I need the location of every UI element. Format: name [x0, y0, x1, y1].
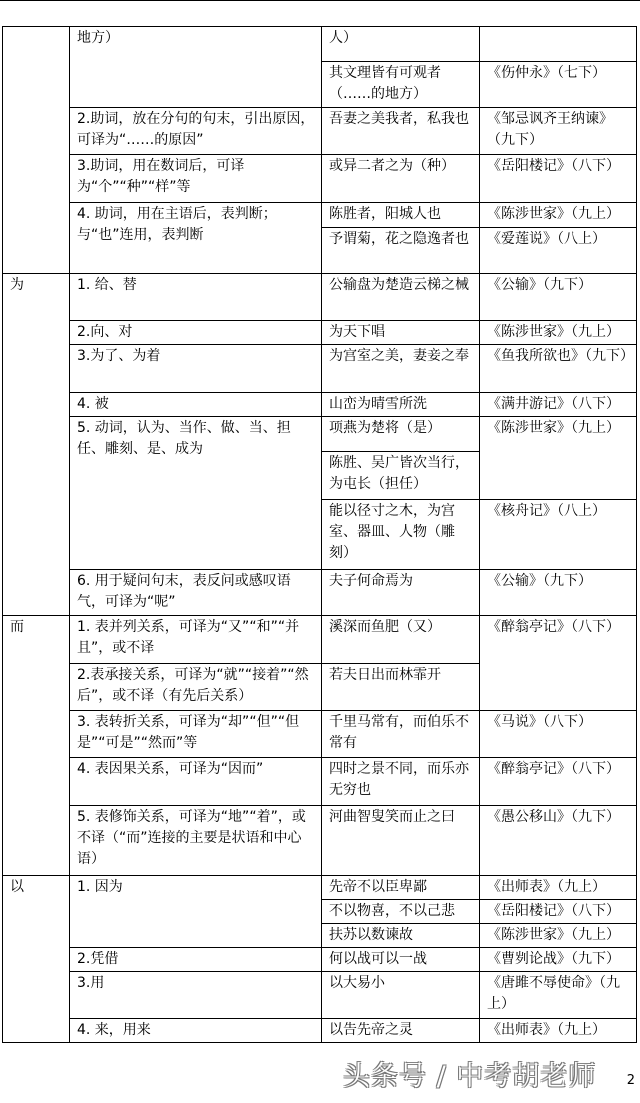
keyword-cell: 为 [3, 274, 70, 616]
meaning-cell: 6. 用于疑问句末，表反问或感叹语气，可译为“呢” [70, 570, 322, 616]
table-row [3, 711, 637, 758]
keyword-cell: 以 [3, 876, 70, 1043]
table-row [3, 972, 637, 1019]
meaning-cell: 2.表承接关系，可译为“就”“接着”“然后”，或不译（有先后关系） [70, 664, 322, 711]
example-cell: 陈胜、吴广皆次当行，为屯长（担任） [322, 452, 480, 500]
meaning-cell: 2.向、对 [70, 321, 322, 345]
table-row [3, 806, 637, 876]
meaning-cell: 2.助词，放在分句的句末，引出原因，可译为“……的原因” [70, 108, 322, 155]
source-cell: 《唐雎不辱使命》（九上） [480, 972, 637, 1019]
table-row [3, 155, 637, 203]
table-row [3, 345, 637, 393]
example-cell: 或异二者之为（种） [322, 155, 480, 203]
meaning-cell: 4. 助词，用在主语后，表判断；与“也”连用，表判断 [70, 203, 322, 274]
table-row [3, 321, 637, 345]
page-number: 2 [626, 1073, 635, 1088]
meaning-cell: 3.用 [70, 972, 322, 1019]
source-cell: 《岳阳楼记》（八下） [480, 900, 637, 924]
watermark-text: 头条号 / 中考胡老师 [343, 1061, 597, 1092]
source-cell: 《醉翁亭记》（八下） [480, 616, 637, 711]
source-cell: 《伤仲永》（七下） [480, 62, 637, 108]
example-cell: 山峦为晴雪所洗 [322, 393, 480, 417]
example-cell: 吾妻之美我者，私我也 [322, 108, 480, 155]
example-cell: 不以物喜，不以己悲 [322, 900, 480, 924]
source-cell: 《醉翁亭记》（八下） [480, 758, 637, 806]
source-cell: 《曹刿论战》（九下） [480, 948, 637, 972]
table-row [3, 417, 637, 452]
source-cell: 《愚公移山》（九下） [480, 806, 637, 876]
meaning-cell: 4. 被 [70, 393, 322, 417]
example-cell: 千里马常有，而伯乐不常有 [322, 711, 480, 758]
source-cell: 《陈涉世家》（九上） [480, 924, 637, 948]
source-cell: 《陈涉世家》（九上） [480, 321, 637, 345]
meaning-cell: 地方） [70, 27, 322, 108]
table-row [3, 616, 637, 664]
source-cell: 《出师表》（九上） [480, 1019, 637, 1043]
example-cell: 何以战可以一战 [322, 948, 480, 972]
example-cell: 为宫室之美，妻妾之奉 [322, 345, 480, 393]
table-row [3, 27, 637, 62]
example-cell: 若夫日出而林霏开 [322, 664, 480, 711]
meaning-cell: 3.助词，用在数词后，可译为“个”“种”“样”等 [70, 155, 322, 203]
source-cell: 《爱莲说》（八上） [480, 228, 637, 274]
meaning-cell: 5. 表修饰关系，可译为“地”“着”，或不译（“而”连接的主要是状语和中心语） [70, 806, 322, 876]
meaning-cell: 2.凭借 [70, 948, 322, 972]
source-cell: 《公输》（九下） [480, 274, 637, 321]
example-cell: 河曲智叟笑而止之曰 [322, 806, 480, 876]
meaning-cell: 1. 因为 [70, 876, 322, 948]
source-cell: 《核舟记》（八上） [480, 500, 637, 570]
source-cell: 《马说》（八下） [480, 711, 637, 758]
table-row [3, 948, 637, 972]
example-cell: 以告先帝之灵 [322, 1019, 480, 1043]
table-row [3, 1019, 637, 1043]
example-cell: 溪深而鱼肥（又） [322, 616, 480, 664]
example-cell: 四时之景不同，而乐亦无穷也 [322, 758, 480, 806]
meaning-cell: 1. 给、替 [70, 274, 322, 321]
example-cell: 先帝不以臣卑鄙 [322, 876, 480, 900]
table-row [3, 274, 637, 321]
example-cell: 人） [322, 27, 480, 62]
function-word-table [2, 26, 637, 1043]
source-cell: 《邹忌讽齐王纳谏》（九下） [480, 108, 637, 155]
source-cell: 《陈涉世家》（九上） [480, 417, 637, 500]
example-cell: 公输盘为楚造云梯之械 [322, 274, 480, 321]
meaning-cell: 1. 表并列关系，可译为“又”“和”“并且”，或不译 [70, 616, 322, 664]
source-cell: 《岳阳楼记》（八下） [480, 155, 637, 203]
example-cell: 扶苏以数谏故 [322, 924, 480, 948]
example-cell: 为天下唱 [322, 321, 480, 345]
example-cell: 能以径寸之木，为宫室、器皿、人物（雕刻） [322, 500, 480, 570]
table-row [3, 393, 637, 417]
source-cell: 《公输》（九下） [480, 570, 637, 616]
example-cell: 陈胜者，阳城人也 [322, 203, 480, 228]
source-cell: 《陈涉世家》（九上） [480, 203, 637, 228]
keyword-cell: 而 [3, 616, 70, 876]
example-cell: 以大易小 [322, 972, 480, 1019]
source-cell [480, 27, 637, 62]
source-cell: 《出师表》（九上） [480, 876, 637, 900]
source-cell: 《满井游记》（八下） [480, 393, 637, 417]
example-cell: 予谓菊，花之隐逸者也 [322, 228, 480, 274]
table-row [3, 203, 637, 228]
table-row [3, 570, 637, 616]
example-cell: 项燕为楚将（是） [322, 417, 480, 452]
keyword-cell [3, 27, 70, 274]
table-row [3, 758, 637, 806]
top-rule [0, 0, 640, 1]
page-footer [343, 1058, 635, 1096]
table-row [3, 108, 637, 155]
meaning-cell: 3. 表转折关系，可译为“却”“但”“但是”“可是”“然而”等 [70, 711, 322, 758]
meaning-cell: 5. 动词，认为、当作、做、当、担任、雕刻、是、成为 [70, 417, 322, 570]
source-cell: 《鱼我所欲也》（九下） [480, 345, 637, 393]
example-cell: 夫子何命焉为 [322, 570, 480, 616]
meaning-cell: 4. 来，用来 [70, 1019, 322, 1043]
example-cell: 其文理皆有可观者（……的地方） [322, 62, 480, 108]
meaning-cell: 4. 表因果关系，可译为“因而” [70, 758, 322, 806]
meaning-cell: 3.为了、为着 [70, 345, 322, 393]
table-row [3, 876, 637, 900]
